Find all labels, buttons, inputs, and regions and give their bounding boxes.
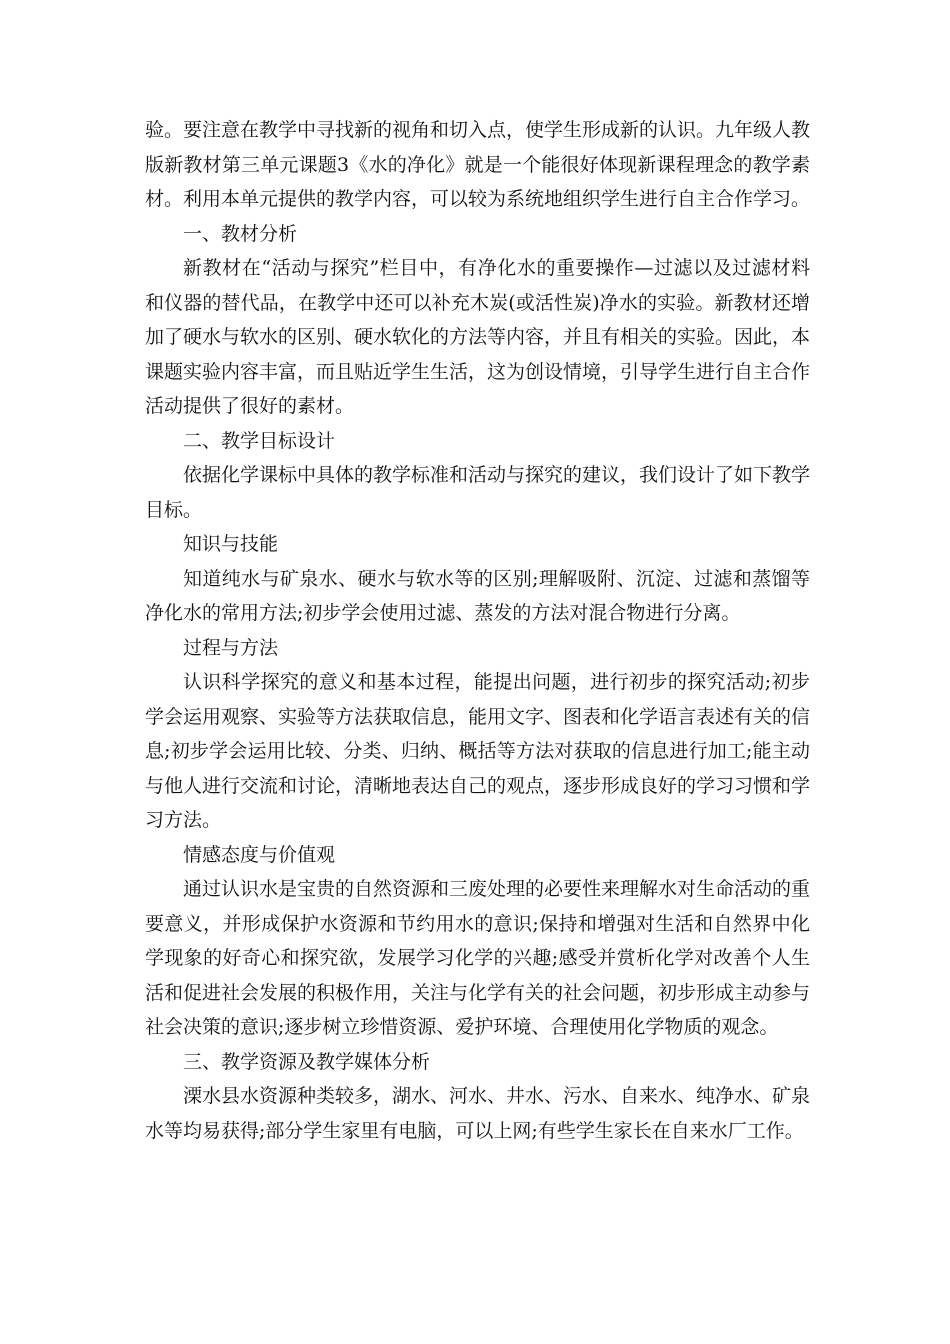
paragraph-resources-media: 溧水县水资源种类较多，湖水、河水、井水、污水、自来水、纯净水、矿泉水等均易获得;部分学生家里有电脑，可以上网;有些学生家长在自来水厂工作。 [145, 1085, 811, 1142]
subheading-attitudes-values: 情感态度与价值观 [183, 843, 336, 866]
paragraph-teaching-goals: 依据化学课标中具体的教学标准和活动与探究的建议，我们设计了如下教学目标。 [145, 464, 811, 521]
document-body [145, 113, 810, 1148]
section-heading-resources-media: 三、教学资源及教学媒体分析 [183, 1050, 431, 1073]
paragraph-intro-continuation: 验。要注意在教学中寻找新的视角和切入点，使学生形成新的认识。九年级人教版新教材第三单元课题3《水的净化》就是一个能很好体现新课程理念的教学素材。利用本单元提供的教学内容，可以较为系统地组织学生进行自主合作学习。 [145, 119, 811, 210]
paragraph-process-methods: 认识科学探究的意义和基本过程，能提出问题，进行初步的探究活动;初步学会运用观察、实验等方法获取信息，能用文字、图表和化学语言表述有关的信息;初步学会运用比较、分类、归纳、概括等方法对获取的信息进行加工;能主动与他人进行交流和讨论，清晰地表达自己的观点，逐步形成良好的学习习惯和学习方法。 [145, 671, 811, 831]
section-heading-textbook-analysis: 一、教材分析 [183, 222, 298, 245]
section-heading-teaching-goals: 二、教学目标设计 [183, 429, 336, 452]
subheading-knowledge-skills: 知识与技能 [183, 533, 279, 555]
subheading-process-methods: 过程与方法 [183, 636, 279, 659]
paragraph-attitudes-values: 通过认识水是宝贵的自然资源和三废处理的必要性来理解水对生命活动的重要意义，并形成保护水资源和节约用水的意识;保持和增强对生活和自然界中化学现象的好奇心和探究欲，发展学习化学的兴趣;感受并赏析化学对改善个人生活和促进社会发展的积极作用，关注与化学有关的社会问题，初步形成主动参与社会决策的意识;逐步树立珍惜资源、爱护环境、合理使用化学物质的观念。 [145, 878, 811, 1038]
paragraph-textbook-analysis: 新教材在“活动与探究”栏目中，有净化水的重要操作—过滤以及过滤材料和仪器的替代品，在教学中还可以补充木炭(或活性炭)净水的实验。新教材还增加了硬水与软水的区别、硬水软化的方法等内容，并且有相关的实验。因此，本课题实验内容丰富，而且贴近学生生活，这为创设情境，引导学生进行自主合作活动提供了很好的素材。 [145, 257, 811, 417]
paragraph-knowledge-skills: 知道纯水与矿泉水、硬水与软水等的区别;理解吸附、沉淀、过滤和蒸馏等净化水的常用方法;初步学会使用过滤、蒸发的方法对混合物进行分离。 [145, 567, 810, 624]
